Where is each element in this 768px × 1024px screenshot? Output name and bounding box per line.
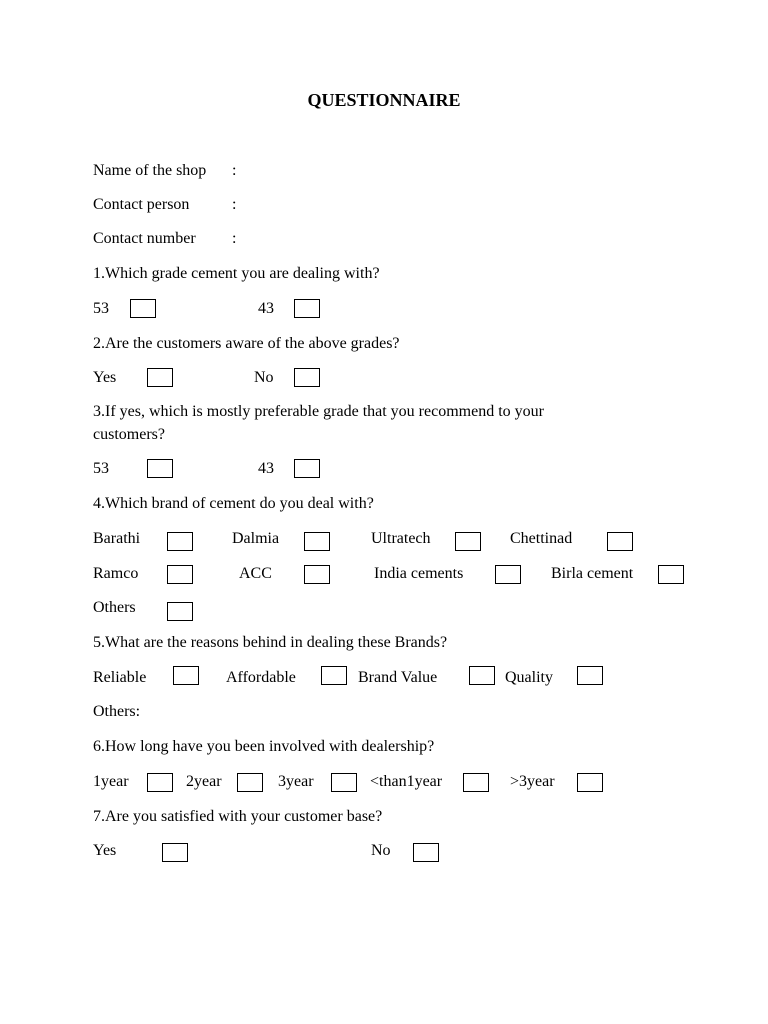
q3-checkbox-43[interactable] <box>294 459 320 478</box>
question-4: 4.Which brand of cement do you deal with? <box>93 495 374 512</box>
q2-checkbox-no[interactable] <box>294 368 320 387</box>
q6-checkbox-2year[interactable] <box>237 773 263 792</box>
q5-option-label: Reliable <box>93 669 147 686</box>
q4-checkbox-others[interactable] <box>167 602 193 621</box>
question-1: 1.Which grade cement you are dealing with? <box>93 265 380 282</box>
q6-checkbox-3year[interactable] <box>331 773 357 792</box>
q4-option-label: ACC <box>239 565 272 582</box>
q4-checkbox-acc[interactable] <box>304 565 330 584</box>
q4-checkbox-india-cements[interactable] <box>495 565 521 584</box>
contact-number-colon: : <box>232 230 237 247</box>
q5-option-label: Affordable <box>226 669 296 686</box>
shop-name-colon: : <box>232 162 237 179</box>
q2-option-label: No <box>254 369 274 386</box>
q5-others-label: Others: <box>93 703 141 720</box>
question-2: 2.Are the customers aware of the above grades? <box>93 335 400 352</box>
q1-checkbox-43[interactable] <box>294 299 320 318</box>
q6-option-label: 3year <box>278 773 314 790</box>
q1-option-label: 53 <box>93 300 109 317</box>
q6-checkbox-more-than-3year[interactable] <box>577 773 603 792</box>
q4-checkbox-dalmia[interactable] <box>304 532 330 551</box>
q4-checkbox-barathi[interactable] <box>167 532 193 551</box>
contact-person-colon: : <box>232 196 237 213</box>
q4-option-label: Birla cement <box>551 565 634 582</box>
question-7: 7.Are you satisfied with your customer base? <box>93 808 383 825</box>
q1-checkbox-53[interactable] <box>130 299 156 318</box>
shop-name-label: Name of the shop <box>93 162 207 179</box>
q4-option-label: Barathi <box>93 530 141 547</box>
contact-person-label: Contact person <box>93 196 190 213</box>
q4-checkbox-chettinad[interactable] <box>607 532 633 551</box>
q2-checkbox-yes[interactable] <box>147 368 173 387</box>
q7-option-label: Yes <box>93 842 117 859</box>
q5-option-label: Brand Value <box>358 669 438 686</box>
q5-checkbox-reliable[interactable] <box>173 666 199 685</box>
q4-checkbox-ramco[interactable] <box>167 565 193 584</box>
q3-option-label: 53 <box>93 460 109 477</box>
contact-number-label: Contact number <box>93 230 196 247</box>
q6-option-label: 1year <box>93 773 129 790</box>
q6-option-label: >3year <box>510 773 555 790</box>
question-3-line-2: customers? <box>93 426 165 443</box>
q7-option-label: No <box>371 842 391 859</box>
q4-option-label: Ramco <box>93 565 139 582</box>
question-3-line-1: 3.If yes, which is mostly preferable grade that you recommend to your <box>93 403 544 420</box>
question-5: 5.What are the reasons behind in dealing these Brands? <box>93 634 448 651</box>
q4-option-label: Chettinad <box>510 530 573 547</box>
q3-option-label: 43 <box>258 460 274 477</box>
q5-checkbox-quality[interactable] <box>577 666 603 685</box>
q4-option-label: Others <box>93 599 136 616</box>
q5-checkbox-brand-value[interactable] <box>469 666 495 685</box>
q6-option-label: <than1year <box>370 773 443 790</box>
q2-option-label: Yes <box>93 369 117 386</box>
q4-checkbox-birla-cement[interactable] <box>658 565 684 584</box>
q6-option-label: 2year <box>186 773 222 790</box>
q5-option-label: Quality <box>505 669 553 686</box>
q6-checkbox-1year[interactable] <box>147 773 173 792</box>
q7-checkbox-no[interactable] <box>413 843 439 862</box>
q4-option-label: Dalmia <box>232 530 280 547</box>
q5-checkbox-affordable[interactable] <box>321 666 347 685</box>
q3-checkbox-53[interactable] <box>147 459 173 478</box>
q4-option-label: India cements <box>374 565 464 582</box>
q4-option-label: Ultratech <box>371 530 431 547</box>
page-title: QUESTIONNAIRE <box>307 90 461 110</box>
q6-checkbox-less-than-1year[interactable] <box>463 773 489 792</box>
question-6: 6.How long have you been involved with dealership? <box>93 738 435 755</box>
q7-checkbox-yes[interactable] <box>162 843 188 862</box>
q4-checkbox-ultratech[interactable] <box>455 532 481 551</box>
q1-option-label: 43 <box>258 300 274 317</box>
